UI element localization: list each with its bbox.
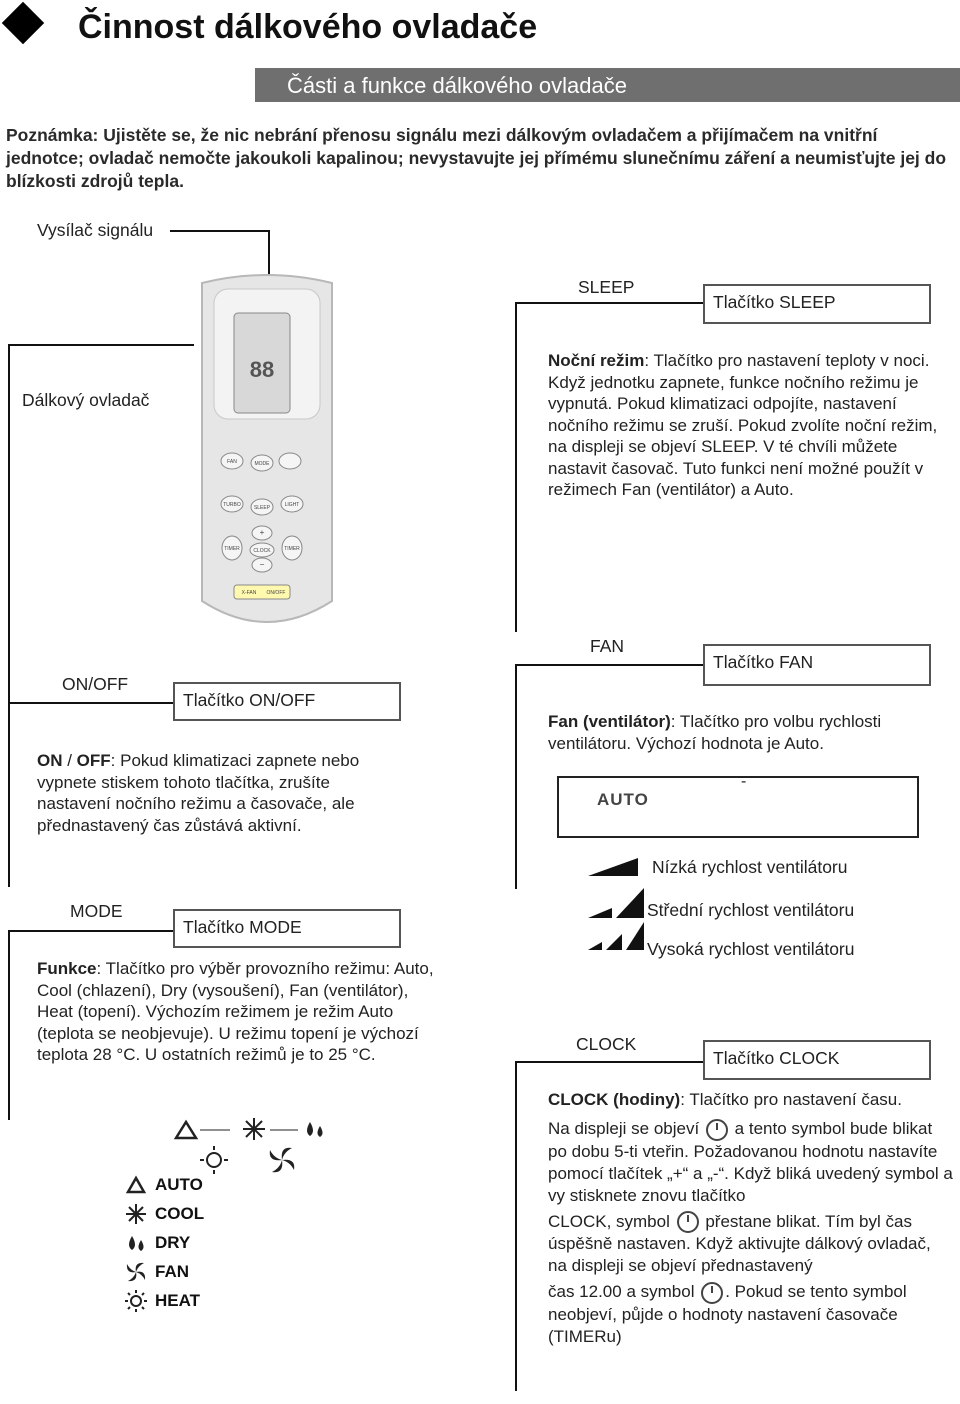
svg-text:X-FAN: X-FAN <box>241 590 257 596</box>
mode-bold: Funkce <box>37 959 97 978</box>
fan-medium-icon <box>588 888 646 918</box>
mode-bracket-top <box>8 930 176 932</box>
fan-label: FAN <box>590 636 625 656</box>
auto-mode-icon <box>125 1174 147 1196</box>
clock-p3b: přestane blikat. Tím byl čas úspěšně nastaven. Když aktivujte dálkový ovladač, na displeji se objeví přednastavený <box>548 1211 931 1276</box>
clock-p2b: a tento symbol bude blikat po dobu 5-ti vteřin. Požadovanou hodnotu nastavíte pomocí tlačítek „+“ a „-“. Když bliká uvedený symbol a vy stisknete znovu tlačítko <box>548 1119 953 1205</box>
mode-button-label: Tlačítko MODE <box>173 909 401 948</box>
svg-text:SLEEP: SLEEP <box>253 505 271 511</box>
clock-p2a: Na displeji se objeví <box>548 1119 700 1138</box>
page-subtitle: Části a funkce dálkového ovladače <box>287 73 627 98</box>
mode-row-auto <box>125 1170 345 1199</box>
onoff-text: : Pokud klimatizaci zapnete nebo vypnete stiskem tohoto tlačítka, zrušíte nastavení nočního režimu a časovače, ale přednastavený čas zůstává aktivní. <box>37 751 360 835</box>
remote-bracket-top <box>8 344 194 346</box>
fan-high-icon <box>588 922 646 950</box>
clock-bold: CLOCK (hodiny) <box>548 1090 681 1109</box>
heat-mode-icon <box>125 1290 147 1312</box>
mode-bracket <box>8 930 10 1120</box>
onoff-bracket <box>8 702 10 887</box>
svg-text:ON/OFF: ON/OFF <box>266 590 286 596</box>
sleep-bracket <box>515 302 517 632</box>
mode-text: : Tlačítko pro výběr provozního režimu: Auto, Cool (chlazení), Dry (vysoušení), Fan (ventilátor), Heat (topení). Výchozím režimem je režim Auto (teplota se neobjevuje). U režimu topení je výchozí teplota 28 °C. U ostatních režimů je to 25 °C. <box>37 959 434 1064</box>
mode-row-cool <box>125 1199 345 1228</box>
onoff-bold-off: OFF <box>76 751 111 770</box>
mode-fan-label: FAN <box>155 1261 189 1281</box>
clock-p4a: čas 12.00 a symbol <box>548 1282 695 1302</box>
mode-row-fan <box>125 1257 345 1286</box>
transmitter-line <box>170 230 270 232</box>
fan-speed-low: Nízká rychlost ventilátoru <box>652 857 848 877</box>
fan-auto-label: AUTO <box>597 790 649 809</box>
svg-text:CLOCK: CLOCK <box>253 548 271 554</box>
clock-description <box>548 1089 953 1348</box>
mode-auto-label: AUTO <box>155 1174 203 1194</box>
svg-text:LIGHT: LIGHT <box>284 502 300 508</box>
clock-symbol-icon <box>701 1282 723 1304</box>
clock-p1 <box>548 1089 953 1111</box>
svg-text:MODE: MODE <box>254 461 270 467</box>
onoff-description <box>37 750 402 836</box>
fan-bracket <box>515 664 517 889</box>
onoff-button-label: Tlačítko ON/OFF <box>173 682 401 721</box>
mode-row-heat <box>125 1286 345 1315</box>
cool-mode-icon <box>125 1203 147 1225</box>
clock-p3 <box>548 1211 953 1278</box>
sleep-bracket-top <box>515 302 705 304</box>
onoff-label: ON/OFF <box>62 674 129 694</box>
svg-text:+: + <box>259 528 265 537</box>
sleep-text: : Tlačítko pro nastavení teploty v noci. Když jednotku zapnete, funkce nočního režimu je vypnutá. Pokud klimatizaci odpojíte, nastavení nočního režimu se zruší. Pokud zvolíte noční režim, na displeji se objeví SLEEP. V té chvíli můžete nastavit časovač. Tuto funkci není možné použít v režimech Fan (ventilátor) a Auto. <box>548 351 938 499</box>
svg-text:88: 88 <box>249 357 275 382</box>
fan-speed-medium: Střední rychlost ventilátoru <box>647 900 855 920</box>
svg-text:TURBO: TURBO <box>223 502 241 508</box>
mode-row-dry <box>125 1228 345 1257</box>
fan-speed-display <box>557 773 919 838</box>
fan-mode-icon <box>125 1261 147 1283</box>
transmitter-label: Vysílač signálu <box>37 220 154 240</box>
clock-button-label: Tlačítko CLOCK <box>703 1040 931 1080</box>
onoff-bold-on: ON <box>37 751 63 770</box>
fan-button-label: Tlačítko FAN <box>703 644 931 686</box>
page-title: Činnost dálkového ovladače <box>78 8 538 46</box>
clock-symbol-icon <box>677 1211 699 1233</box>
onoff-bracket-top <box>8 702 176 704</box>
mode-heat-label: HEAT <box>155 1290 201 1310</box>
clock-symbol-icon <box>706 1119 728 1141</box>
clock-p3a: CLOCK, symbol <box>548 1211 670 1231</box>
diamond-bullet-icon <box>2 2 44 44</box>
fan-speed-high: Vysoká rychlost ventilátoru <box>647 939 855 959</box>
svg-text:FAN: FAN <box>227 459 237 465</box>
mode-cool-label: COOL <box>155 1203 205 1223</box>
clock-p4b: . Pokud se tento symbol neobjeví, půjde o hodnoty nastavení časovače (TIMERu) <box>548 1282 907 1346</box>
sleep-bold: Noční režim <box>548 351 645 370</box>
fan-low-icon <box>588 854 638 876</box>
clock-bracket <box>515 1061 517 1391</box>
fan-bold: Fan (ventilátor) <box>548 712 671 731</box>
clock-bracket-top <box>515 1061 705 1063</box>
fan-bracket-top <box>515 664 705 666</box>
remote-controller-illustration <box>192 271 342 636</box>
remote-label: Dálkový ovladač <box>22 390 150 410</box>
fan-text: : Tlačítko pro volbu rychlosti ventilátoru. Výchozí hodnota je Auto. <box>548 712 882 753</box>
mode-label: MODE <box>70 901 123 921</box>
note-text: Poznámka: Ujistěte se, že nic nebrání přenosu signálu mezi dálkovým ovladačem a přijímačem na vnitřní jednotce; ovladač nemočte jakoukoli kapalinou; nevystavujte jej přímému slunečnímu záření a neumisťujte jej do blízkosti zdrojů tepla. <box>6 125 947 191</box>
clock-text1: : Tlačítko pro nastavení času. <box>680 1090 902 1109</box>
sleep-label: SLEEP <box>578 277 635 297</box>
fan-dash: - <box>741 773 747 790</box>
sleep-button-label: Tlačítko SLEEP <box>703 284 931 324</box>
clock-label: CLOCK <box>576 1034 637 1054</box>
onoff-sep: / <box>62 751 77 770</box>
clock-p2 <box>548 1118 953 1207</box>
mode-dry-label: DRY <box>155 1232 191 1252</box>
svg-text:TIMER: TIMER <box>284 546 300 552</box>
sleep-description <box>548 350 948 501</box>
mode-list <box>125 1170 345 1315</box>
svg-text:TIMER: TIMER <box>224 546 240 552</box>
mode-cycle-icons <box>170 1108 340 1178</box>
clock-p4 <box>548 1281 953 1348</box>
dry-mode-icon <box>125 1232 147 1254</box>
fan-description <box>548 711 948 754</box>
svg-text:−: − <box>259 560 265 569</box>
mode-description <box>37 958 447 1066</box>
